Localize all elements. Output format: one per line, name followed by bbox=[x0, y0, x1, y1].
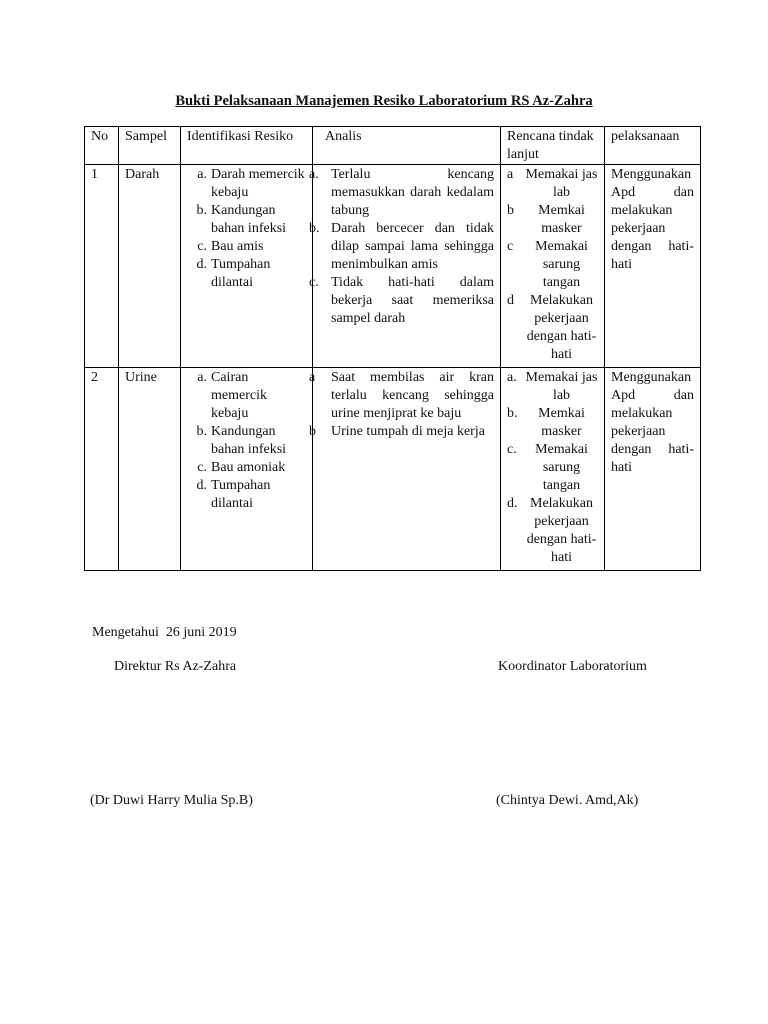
director-title: Direktur Rs Az-Zahra bbox=[114, 659, 237, 674]
rencana-list bbox=[507, 369, 598, 567]
list-item bbox=[309, 220, 494, 274]
identifikasi-list bbox=[187, 166, 306, 292]
director-signature-name: (Dr Duwi Harry Mulia Sp.B) bbox=[90, 793, 253, 808]
analis-list bbox=[309, 166, 494, 328]
list-marker: b. bbox=[196, 203, 207, 218]
list-item bbox=[309, 274, 494, 328]
analis-list bbox=[309, 369, 494, 441]
list-marker: c. bbox=[197, 239, 207, 254]
cell-identifikasi bbox=[181, 165, 313, 368]
cell-no: 2 bbox=[85, 368, 119, 571]
list-item bbox=[187, 202, 306, 238]
list-item bbox=[187, 459, 306, 477]
list-marker: a. bbox=[197, 370, 207, 385]
list-marker: a. bbox=[507, 370, 517, 385]
list-item bbox=[187, 166, 306, 202]
coordinator-title: Koordinator Laboratorium bbox=[498, 659, 647, 674]
header-pelaksanaan: pelaksanaan bbox=[605, 127, 701, 165]
list-item bbox=[309, 423, 494, 441]
list-marker: c. bbox=[197, 460, 207, 475]
list-item bbox=[507, 292, 598, 364]
list-item-text: Tumpahan dilantai bbox=[211, 257, 271, 290]
list-marker: c bbox=[507, 239, 514, 254]
cell-identifikasi bbox=[181, 368, 313, 571]
cell-sampel: Urine bbox=[119, 368, 181, 571]
list-marker: b bbox=[309, 424, 316, 439]
pelaksanaan-text: Menggunakan Apd dan melakukan pekerjaan dengan hati-hati bbox=[611, 370, 694, 475]
list-item bbox=[507, 238, 598, 292]
list-item bbox=[187, 256, 306, 292]
list-item-text: Melakukan pekerjaan dengan hati-hati bbox=[526, 496, 597, 565]
list-item-text: Memakai sarung tangan bbox=[535, 239, 588, 290]
table-row bbox=[85, 165, 701, 368]
header-analis: Analis bbox=[313, 127, 501, 165]
cell-analis bbox=[309, 165, 501, 368]
list-item bbox=[187, 423, 306, 459]
list-item bbox=[187, 238, 306, 256]
cell-pelaksanaan bbox=[605, 165, 701, 368]
identifikasi-list bbox=[187, 369, 306, 513]
list-marker: b. bbox=[507, 406, 518, 421]
list-item-text: Memakai sarung tangan bbox=[535, 442, 588, 493]
header-sampel: Sampel bbox=[119, 127, 181, 165]
pelaksanaan-text: Menggunakan Apd dan melakukan pekerjaan dengan hati-hati bbox=[611, 167, 694, 272]
list-item bbox=[507, 441, 598, 495]
cell-analis bbox=[309, 368, 501, 571]
list-item bbox=[507, 369, 598, 405]
list-item-text: Memkai masker bbox=[538, 203, 585, 236]
list-item-text: Memkai masker bbox=[538, 406, 585, 439]
list-marker: d. bbox=[507, 496, 518, 511]
list-marker: b bbox=[507, 203, 514, 218]
list-item bbox=[187, 369, 306, 423]
cell-rencana bbox=[501, 165, 605, 368]
coordinator-signature-name: (Chintya Dewi. Amd,Ak) bbox=[496, 793, 639, 808]
rencana-list bbox=[507, 166, 598, 364]
cell-no: 1 bbox=[85, 165, 119, 368]
list-item-text: Kandungan bahan infeksi bbox=[211, 203, 287, 236]
cell-sampel: Darah bbox=[119, 165, 181, 368]
header-no: No bbox=[85, 127, 119, 165]
list-marker: a. bbox=[197, 167, 207, 182]
list-item-text: Tidak hati-hati dalam bekerja saat memeriksa sampel darah bbox=[331, 275, 494, 326]
list-marker: c. bbox=[309, 275, 319, 290]
acknowledgement-date: Mengetahui 26 juni 2019 bbox=[92, 625, 237, 640]
list-item-text: Tumpahan dilantai bbox=[211, 478, 271, 511]
list-item bbox=[507, 166, 598, 202]
header-identifikasi: Identifikasi Resiko bbox=[181, 127, 313, 165]
cell-rencana bbox=[501, 368, 605, 571]
risk-management-table bbox=[84, 126, 701, 571]
list-item-text: Bau amis bbox=[211, 239, 264, 254]
list-item-text: Cairan memercik kebaju bbox=[211, 370, 267, 421]
list-item-text: Darah memercik kebaju bbox=[211, 167, 305, 200]
list-item-text: Memakai jas lab bbox=[525, 167, 598, 200]
document-title: Bukti Pelaksanaan Manajemen Resiko Laboratorium RS Az-Zahra bbox=[175, 93, 593, 109]
list-item bbox=[507, 405, 598, 441]
list-item bbox=[187, 477, 306, 513]
list-item-text: Memakai jas lab bbox=[525, 370, 598, 403]
list-marker: c. bbox=[507, 442, 517, 457]
list-item bbox=[309, 369, 494, 423]
list-item bbox=[507, 495, 598, 567]
list-marker: d. bbox=[196, 478, 207, 493]
table-header-row bbox=[85, 127, 701, 165]
cell-pelaksanaan bbox=[605, 368, 701, 571]
table-row bbox=[85, 368, 701, 571]
list-item bbox=[309, 166, 494, 220]
list-marker: d bbox=[507, 293, 514, 308]
list-item-text: Darah bercecer dan tidak dilap sampai lama sehingga menimbulkan amis bbox=[331, 221, 494, 272]
list-item-text: Bau amoniak bbox=[211, 460, 286, 475]
list-item-text: Terlalu kencang memasukkan darah kedalam tabung bbox=[331, 167, 494, 218]
list-marker: a. bbox=[309, 167, 319, 182]
list-marker: b. bbox=[196, 424, 207, 439]
list-item-text: Urine tumpah di meja kerja bbox=[331, 424, 485, 439]
list-marker: b. bbox=[309, 221, 320, 236]
list-item bbox=[507, 202, 598, 238]
list-item-text: Saat membilas air kran terlalu kencang sehingga urine menjiprat ke baju bbox=[331, 370, 494, 421]
list-item-text: Kandungan bahan infeksi bbox=[211, 424, 287, 457]
list-marker: a bbox=[507, 167, 514, 182]
header-rencana: Rencana tindak lanjut bbox=[501, 127, 605, 165]
list-item-text: Melakukan pekerjaan dengan hati-hati bbox=[526, 293, 597, 362]
list-marker: a bbox=[309, 370, 316, 385]
list-marker: d. bbox=[196, 257, 207, 272]
